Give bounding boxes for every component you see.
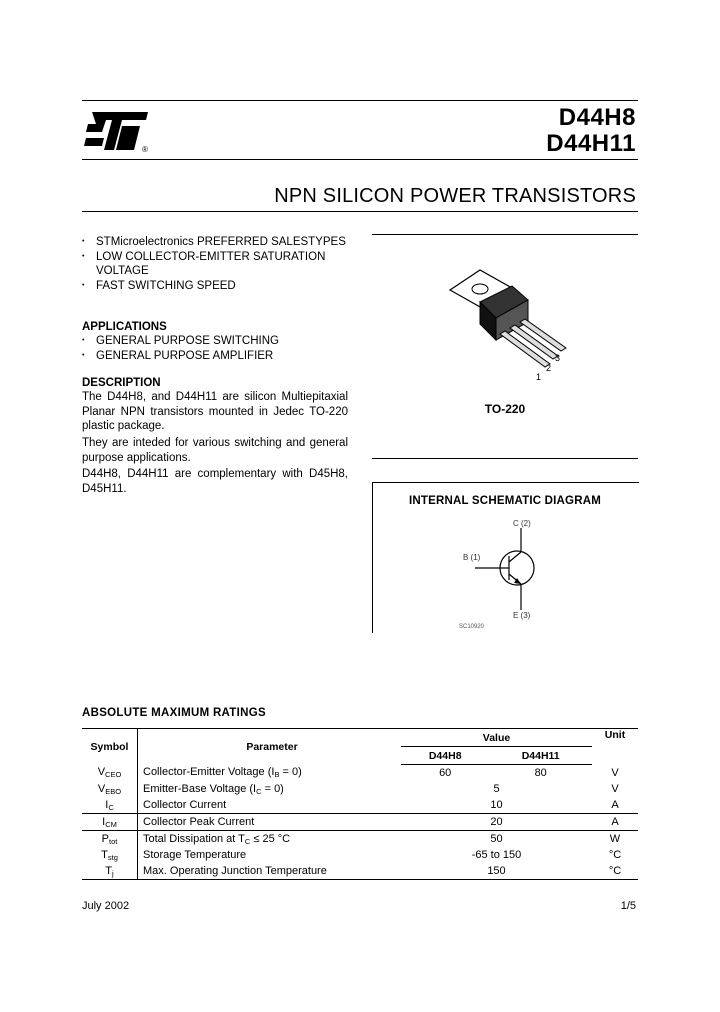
symbol-subscript: EBO	[105, 786, 122, 796]
parameter-tail: = 0)	[279, 766, 302, 779]
col-subheader-d44h8: D44H8	[401, 747, 489, 765]
package-bottom-rule	[372, 458, 638, 459]
value-d44h8: 60	[439, 767, 452, 779]
unit: W	[609, 833, 621, 845]
parameter-tail: = 0)	[261, 782, 284, 795]
feature-item: • FAST SWITCHING SPEED	[82, 279, 352, 294]
symbol: I	[102, 815, 106, 828]
page-title: NPN SILICON POWER TRANSISTORS	[274, 185, 636, 207]
symbol-subscript: CM	[105, 819, 117, 829]
collector-label: C (2)	[513, 519, 531, 528]
symbol-subscript: CEO	[105, 770, 122, 780]
header-top-rule	[82, 100, 638, 101]
emitter-label: E (3)	[513, 611, 531, 620]
symbol: V	[97, 782, 106, 795]
parameter: Collector Peak Current	[138, 814, 402, 831]
parameter: Max. Operating Junction Temperature	[138, 863, 402, 880]
table-row	[82, 797, 638, 814]
table-row	[82, 781, 638, 797]
value-d44h11: 80	[534, 767, 547, 779]
unit: °C	[608, 849, 622, 861]
value: 150	[401, 863, 592, 880]
symbol: I	[105, 798, 109, 811]
unit: A	[592, 814, 638, 831]
symbol-subscript: j	[112, 868, 114, 878]
parameter: Collector Current	[143, 799, 227, 811]
symbol-subscript: stg	[107, 852, 118, 862]
title-rule	[82, 211, 638, 212]
package-top-rule	[372, 234, 638, 235]
unit: °C	[592, 863, 638, 880]
part-number-primary: D44H8	[558, 104, 636, 131]
table-row	[82, 863, 638, 880]
symbol: T	[105, 864, 113, 877]
col-header-symbol: Symbol	[82, 729, 138, 765]
footer-date: July 2002	[82, 900, 130, 912]
col-subheader-d44h11: D44H11	[489, 747, 592, 765]
value: 20	[401, 814, 592, 831]
symbol: T	[101, 848, 108, 861]
parameter: Total Dissipation at T	[143, 832, 245, 845]
description-paragraph: D44H8, D44H11 are complementary with D45H8, D45H11.	[82, 468, 348, 495]
page-number: 1/5	[620, 900, 636, 912]
pin-label: 3	[555, 353, 561, 363]
value: 10	[490, 799, 503, 811]
value: 50	[490, 833, 503, 845]
part-number-secondary: D44H11	[546, 130, 636, 157]
parameter-tail: ≤ 25 °C	[250, 832, 291, 845]
parameter-subscript: B	[274, 770, 280, 780]
table-row	[82, 847, 638, 863]
npn-transistor-symbol-icon	[455, 510, 565, 630]
schematic-ref-code: SC10920	[459, 624, 485, 630]
parameter: Storage Temperature	[143, 849, 247, 861]
applications-list	[82, 334, 352, 363]
applications-heading: APPLICATIONS	[82, 321, 167, 333]
parameter: Collector-Emitter Voltage (I	[143, 766, 275, 779]
pin-label: 2	[546, 363, 552, 373]
description-paragraph: The D44H8, and D44H11 are silicon Multiepitaxial Planar NPN transistors mounted in Jedec TO-220 plastic package.	[82, 391, 348, 432]
value: 5	[493, 783, 500, 795]
ratings-title: ABSOLUTE MAXIMUM RATINGS	[82, 707, 266, 719]
col-header-parameter: Parameter	[138, 729, 402, 765]
table-row	[82, 831, 638, 848]
col-header-value: Value	[401, 729, 592, 747]
pin-label: 1	[536, 372, 542, 382]
application-item: • GENERAL PURPOSE SWITCHING	[82, 334, 352, 349]
value: -65 to 150	[471, 849, 522, 861]
package-label: TO-220	[484, 402, 526, 416]
parameter-subscript: C	[244, 836, 251, 846]
st-logo-icon	[82, 108, 156, 154]
table-row	[82, 814, 638, 831]
unit: V	[611, 766, 619, 779]
registered-mark: ®	[142, 145, 148, 154]
symbol-subscript: C	[108, 802, 114, 812]
symbol-subscript: tot	[109, 836, 118, 846]
feature-list	[82, 235, 352, 293]
application-item: • GENERAL PURPOSE AMPLIFIER	[82, 349, 352, 364]
feature-item: • LOW COLLECTOR-EMITTER SATURATION VOLTAGE	[82, 250, 352, 279]
unit: V	[611, 783, 619, 795]
to220-package-icon	[440, 260, 580, 385]
description-heading: DESCRIPTION	[82, 377, 161, 389]
base-label: B (1)	[463, 553, 481, 562]
ratings-table	[82, 728, 638, 880]
header-bottom-rule	[82, 159, 638, 160]
feature-item: • STMicroelectronics PREFERRED SALESTYPES	[82, 235, 352, 250]
table-row	[82, 765, 638, 782]
description-paragraph: They are inteded for various switching and general purpose applications.	[82, 437, 348, 464]
symbol: P	[101, 832, 109, 845]
schematic-title: INTERNAL SCHEMATIC DIAGRAM	[409, 495, 601, 507]
unit: A	[611, 799, 619, 811]
parameter-subscript: C	[256, 786, 262, 796]
col-header-unit: Unit	[592, 729, 638, 765]
parameter: Emitter-Base Voltage (I	[143, 782, 257, 795]
symbol: V	[97, 766, 106, 779]
